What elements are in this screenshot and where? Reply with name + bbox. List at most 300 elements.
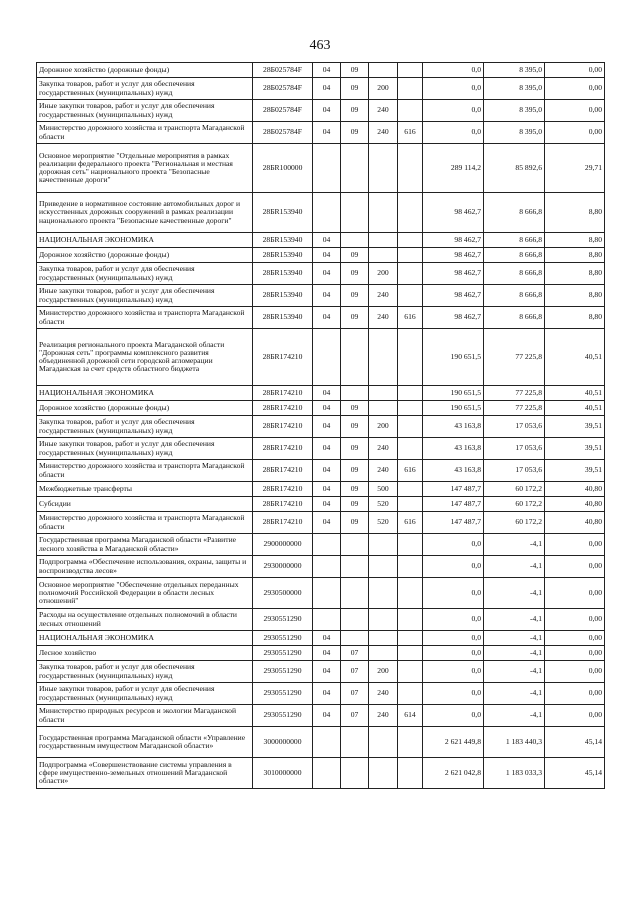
- row-name: Подпрограмма «Обеспечение использования, охраны, защиты и воспроизводства лесов»: [37, 556, 253, 578]
- row-code: 28БR174210: [253, 438, 313, 460]
- row-admin-code: [398, 193, 423, 233]
- table-row: [37, 758, 605, 789]
- row-name: Иные закупки товаров, работ и услуг для обеспечения государственных (муниципальных) нужд: [37, 285, 253, 307]
- row-section: 04: [313, 285, 341, 307]
- row-name: Министерство природных ресурсов и экологии Магаданской области: [37, 705, 253, 727]
- row-expense-type: 240: [369, 683, 398, 705]
- row-code: 28Б025784F: [253, 100, 313, 122]
- row-section: 04: [313, 233, 341, 248]
- table-row: [37, 661, 605, 683]
- row-admin-code: [398, 248, 423, 263]
- row-subsection: 07: [341, 683, 369, 705]
- row-percent: 0,00: [545, 705, 605, 727]
- table-row: [37, 193, 605, 233]
- row-plan-value: 98 462,7: [423, 285, 484, 307]
- row-admin-code: [398, 683, 423, 705]
- row-plan-value: 0,0: [423, 646, 484, 661]
- row-admin-code: [398, 578, 423, 609]
- row-subsection: 09: [341, 122, 369, 144]
- row-section: [313, 329, 341, 386]
- row-expense-type: 200: [369, 661, 398, 683]
- row-code: 2930000000: [253, 556, 313, 578]
- table-row: [37, 100, 605, 122]
- row-section: [313, 144, 341, 193]
- table-row: [37, 683, 605, 705]
- row-fact-value: -4,1: [484, 661, 545, 683]
- table-row: [37, 144, 605, 193]
- row-admin-code: [398, 631, 423, 646]
- row-code: 28БR174210: [253, 512, 313, 534]
- table-row: [37, 578, 605, 609]
- row-section: 04: [313, 63, 341, 78]
- row-code: 28БR153940: [253, 263, 313, 285]
- row-section: 04: [313, 307, 341, 329]
- row-plan-value: 0,0: [423, 100, 484, 122]
- row-plan-value: 2 621 449,8: [423, 727, 484, 758]
- row-name: Закупка товаров, работ и услуг для обеспечения государственных (муниципальных) нужд: [37, 661, 253, 683]
- row-subsection: [341, 556, 369, 578]
- row-code: 2930551290: [253, 631, 313, 646]
- row-name: Подпрограмма «Совершенствование системы управления в сфере имущественно-земельных отношений Магаданской области»: [37, 758, 253, 789]
- row-admin-code: 616: [398, 460, 423, 482]
- row-fact-value: 1 183 440,3: [484, 727, 545, 758]
- row-fact-value: 1 183 033,3: [484, 758, 545, 789]
- row-percent: 40,51: [545, 401, 605, 416]
- row-plan-value: 0,0: [423, 683, 484, 705]
- row-fact-value: 77 225,8: [484, 329, 545, 386]
- row-code: 2930551290: [253, 705, 313, 727]
- row-code: 2900000000: [253, 534, 313, 556]
- row-expense-type: [369, 578, 398, 609]
- row-section: [313, 727, 341, 758]
- table-row: [37, 631, 605, 646]
- row-name: Иные закупки товаров, работ и услуг для обеспечения государственных (муниципальных) нужд: [37, 683, 253, 705]
- row-plan-value: 0,0: [423, 122, 484, 144]
- row-fact-value: -4,1: [484, 705, 545, 727]
- row-name: Иные закупки товаров, работ и услуг для обеспечения государственных (муниципальных) нужд: [37, 438, 253, 460]
- row-expense-type: [369, 233, 398, 248]
- row-percent: 40,80: [545, 512, 605, 534]
- row-fact-value: 8 395,0: [484, 100, 545, 122]
- row-plan-value: 98 462,7: [423, 263, 484, 285]
- row-expense-type: [369, 144, 398, 193]
- row-expense-type: 240: [369, 122, 398, 144]
- row-code: 28Б025784F: [253, 63, 313, 78]
- row-subsection: 09: [341, 416, 369, 438]
- row-percent: 39,51: [545, 416, 605, 438]
- row-percent: 0,00: [545, 683, 605, 705]
- row-section: 04: [313, 386, 341, 401]
- row-code: 2930551290: [253, 646, 313, 661]
- row-code: 28Б025784F: [253, 122, 313, 144]
- row-expense-type: 240: [369, 460, 398, 482]
- row-plan-value: 43 163,8: [423, 438, 484, 460]
- row-admin-code: 614: [398, 705, 423, 727]
- table-row: [37, 263, 605, 285]
- row-section: [313, 556, 341, 578]
- row-subsection: [341, 727, 369, 758]
- row-subsection: 09: [341, 263, 369, 285]
- row-fact-value: 77 225,8: [484, 386, 545, 401]
- row-subsection: 09: [341, 63, 369, 78]
- row-admin-code: [398, 534, 423, 556]
- row-admin-code: [398, 416, 423, 438]
- row-subsection: 07: [341, 646, 369, 661]
- row-fact-value: 8 395,0: [484, 63, 545, 78]
- row-expense-type: [369, 386, 398, 401]
- row-fact-value: 8 666,8: [484, 307, 545, 329]
- row-subsection: 09: [341, 512, 369, 534]
- row-name: Министерство дорожного хозяйства и транспорта Магаданской области: [37, 460, 253, 482]
- row-name: Дорожное хозяйство (дорожные фонды): [37, 401, 253, 416]
- table-row: [37, 556, 605, 578]
- row-section: 04: [313, 661, 341, 683]
- table-row: [37, 285, 605, 307]
- row-admin-code: [398, 329, 423, 386]
- table-row: [37, 534, 605, 556]
- row-section: 04: [313, 460, 341, 482]
- row-expense-type: 200: [369, 263, 398, 285]
- row-percent: 29,71: [545, 144, 605, 193]
- row-plan-value: 147 487,7: [423, 497, 484, 512]
- row-expense-type: [369, 329, 398, 386]
- row-expense-type: 500: [369, 482, 398, 497]
- row-expense-type: 240: [369, 307, 398, 329]
- row-code: 28БR153940: [253, 193, 313, 233]
- row-fact-value: -4,1: [484, 578, 545, 609]
- row-subsection: 09: [341, 482, 369, 497]
- table-row: [37, 386, 605, 401]
- row-percent: 0,00: [545, 631, 605, 646]
- row-fact-value: 60 172,2: [484, 497, 545, 512]
- row-expense-type: [369, 193, 398, 233]
- row-name: Закупка товаров, работ и услуг для обеспечения государственных (муниципальных) нужд: [37, 416, 253, 438]
- row-section: 04: [313, 631, 341, 646]
- row-subsection: [341, 386, 369, 401]
- row-subsection: 07: [341, 705, 369, 727]
- row-plan-value: 147 487,7: [423, 482, 484, 497]
- table-row: [37, 609, 605, 631]
- row-expense-type: 240: [369, 100, 398, 122]
- row-subsection: [341, 609, 369, 631]
- row-section: [313, 609, 341, 631]
- row-plan-value: 0,0: [423, 534, 484, 556]
- row-plan-value: 98 462,7: [423, 248, 484, 263]
- row-name: Межбюджетные трансферты: [37, 482, 253, 497]
- row-admin-code: [398, 63, 423, 78]
- table-row: [37, 122, 605, 144]
- row-expense-type: 240: [369, 438, 398, 460]
- row-fact-value: 17 053,6: [484, 460, 545, 482]
- row-fact-value: 8 666,8: [484, 285, 545, 307]
- row-name: Государственная программа Магаданской области «Развитие лесного хозяйства в Магаданской области»: [37, 534, 253, 556]
- row-admin-code: [398, 263, 423, 285]
- row-subsection: 09: [341, 497, 369, 512]
- row-name: НАЦИОНАЛЬНАЯ ЭКОНОМИКА: [37, 386, 253, 401]
- row-plan-value: 43 163,8: [423, 416, 484, 438]
- row-subsection: 09: [341, 438, 369, 460]
- row-admin-code: [398, 556, 423, 578]
- row-plan-value: 0,0: [423, 609, 484, 631]
- row-percent: 0,00: [545, 578, 605, 609]
- table-row: [37, 705, 605, 727]
- row-section: 04: [313, 512, 341, 534]
- row-fact-value: -4,1: [484, 631, 545, 646]
- row-plan-value: 147 487,7: [423, 512, 484, 534]
- row-percent: 0,00: [545, 122, 605, 144]
- row-subsection: [341, 534, 369, 556]
- row-fact-value: 8 666,8: [484, 248, 545, 263]
- row-percent: 0,00: [545, 609, 605, 631]
- row-section: 04: [313, 497, 341, 512]
- row-subsection: [341, 578, 369, 609]
- row-code: 28БR174210: [253, 416, 313, 438]
- row-admin-code: 616: [398, 307, 423, 329]
- row-fact-value: 17 053,6: [484, 438, 545, 460]
- row-code: 2930551290: [253, 661, 313, 683]
- row-section: 04: [313, 401, 341, 416]
- row-admin-code: [398, 285, 423, 307]
- row-fact-value: 60 172,2: [484, 512, 545, 534]
- row-section: [313, 758, 341, 789]
- table-row: [37, 63, 605, 78]
- row-percent: 0,00: [545, 556, 605, 578]
- row-expense-type: [369, 646, 398, 661]
- row-percent: 8,80: [545, 248, 605, 263]
- row-plan-value: 0,0: [423, 631, 484, 646]
- row-section: [313, 534, 341, 556]
- row-expense-type: [369, 727, 398, 758]
- row-name: Министерство дорожного хозяйства и транспорта Магаданской области: [37, 307, 253, 329]
- row-fact-value: -4,1: [484, 556, 545, 578]
- row-name: Реализация регионального проекта Магаданской области "Дорожная сеть" программы комплексного развития объединенной дорожной сети городской агломерации Магаданская за счет средств областного бюджета: [37, 329, 253, 386]
- row-admin-code: [398, 100, 423, 122]
- row-percent: 0,00: [545, 661, 605, 683]
- row-code: 28БR153940: [253, 233, 313, 248]
- row-name: Министерство дорожного хозяйства и транспорта Магаданской области: [37, 122, 253, 144]
- row-section: 04: [313, 248, 341, 263]
- row-section: 04: [313, 683, 341, 705]
- row-percent: 8,80: [545, 193, 605, 233]
- row-name: Приведение в нормативное состояние автомобильных дорог и искусственных дорожных сооружений в рамках реализации национального проекта "Безопасные качественные дороги": [37, 193, 253, 233]
- row-percent: 40,80: [545, 497, 605, 512]
- table-row: [37, 329, 605, 386]
- row-subsection: 09: [341, 248, 369, 263]
- row-percent: 0,00: [545, 534, 605, 556]
- row-admin-code: [398, 438, 423, 460]
- row-admin-code: [398, 401, 423, 416]
- row-code: 2930500000: [253, 578, 313, 609]
- row-fact-value: -4,1: [484, 534, 545, 556]
- row-admin-code: 616: [398, 512, 423, 534]
- table-row: [37, 512, 605, 534]
- row-percent: 0,00: [545, 646, 605, 661]
- row-fact-value: 8 666,8: [484, 263, 545, 285]
- row-code: 28БR174210: [253, 482, 313, 497]
- row-expense-type: [369, 609, 398, 631]
- row-code: 2930551290: [253, 683, 313, 705]
- row-plan-value: 0,0: [423, 705, 484, 727]
- row-percent: 45,14: [545, 727, 605, 758]
- row-name: Министерство дорожного хозяйства и транспорта Магаданской области: [37, 512, 253, 534]
- row-name: Иные закупки товаров, работ и услуг для обеспечения государственных (муниципальных) нужд: [37, 100, 253, 122]
- row-section: 04: [313, 100, 341, 122]
- row-expense-type: [369, 534, 398, 556]
- row-subsection: [341, 233, 369, 248]
- row-fact-value: 8 666,8: [484, 193, 545, 233]
- row-subsection: [341, 144, 369, 193]
- row-section: 04: [313, 482, 341, 497]
- row-admin-code: [398, 144, 423, 193]
- row-fact-value: 85 892,6: [484, 144, 545, 193]
- row-code: 28БR153940: [253, 307, 313, 329]
- row-expense-type: [369, 248, 398, 263]
- row-section: 04: [313, 416, 341, 438]
- row-subsection: 09: [341, 78, 369, 100]
- table-row: [37, 248, 605, 263]
- row-code: 28БR174210: [253, 386, 313, 401]
- row-plan-value: 43 163,8: [423, 460, 484, 482]
- row-plan-value: 98 462,7: [423, 233, 484, 248]
- table-row: [37, 416, 605, 438]
- row-code: 28БR174210: [253, 497, 313, 512]
- row-expense-type: [369, 401, 398, 416]
- row-code: 28БR174210: [253, 329, 313, 386]
- row-percent: 39,51: [545, 438, 605, 460]
- table-row: [37, 460, 605, 482]
- row-plan-value: 0,0: [423, 578, 484, 609]
- row-plan-value: 0,0: [423, 63, 484, 78]
- row-fact-value: 8 666,8: [484, 233, 545, 248]
- row-percent: 40,51: [545, 386, 605, 401]
- row-fact-value: 17 053,6: [484, 416, 545, 438]
- row-name: Лесное хозяйство: [37, 646, 253, 661]
- row-expense-type: 520: [369, 497, 398, 512]
- row-admin-code: [398, 609, 423, 631]
- row-plan-value: 98 462,7: [423, 193, 484, 233]
- row-expense-type: [369, 63, 398, 78]
- row-plan-value: 0,0: [423, 556, 484, 578]
- row-admin-code: [398, 386, 423, 401]
- row-plan-value: 190 651,5: [423, 329, 484, 386]
- row-plan-value: 289 114,2: [423, 144, 484, 193]
- row-fact-value: 77 225,8: [484, 401, 545, 416]
- row-name: Государственная программа Магаданской области «Управление государственным имуществом Магаданской области»: [37, 727, 253, 758]
- row-percent: 8,80: [545, 307, 605, 329]
- table-row: [37, 307, 605, 329]
- row-fact-value: -4,1: [484, 646, 545, 661]
- row-name: Расходы на осуществление отдельных полномочий в области лесных отношений: [37, 609, 253, 631]
- row-name: Закупка товаров, работ и услуг для обеспечения государственных (муниципальных) нужд: [37, 263, 253, 285]
- row-code: 28БR174210: [253, 460, 313, 482]
- row-subsection: 07: [341, 661, 369, 683]
- row-fact-value: 60 172,2: [484, 482, 545, 497]
- table-row: [37, 438, 605, 460]
- row-admin-code: [398, 482, 423, 497]
- row-code: 3010000000: [253, 758, 313, 789]
- row-name: НАЦИОНАЛЬНАЯ ЭКОНОМИКА: [37, 233, 253, 248]
- row-fact-value: 8 395,0: [484, 122, 545, 144]
- row-percent: 8,80: [545, 263, 605, 285]
- row-subsection: [341, 329, 369, 386]
- row-plan-value: 0,0: [423, 661, 484, 683]
- row-section: 04: [313, 122, 341, 144]
- row-percent: 0,00: [545, 100, 605, 122]
- row-section: 04: [313, 438, 341, 460]
- row-code: 28БR174210: [253, 401, 313, 416]
- table-row: [37, 482, 605, 497]
- row-expense-type: [369, 631, 398, 646]
- row-code: 28БR153940: [253, 248, 313, 263]
- budget-table: [36, 62, 605, 789]
- row-plan-value: 190 651,5: [423, 386, 484, 401]
- row-name: Дорожное хозяйство (дорожные фонды): [37, 63, 253, 78]
- row-percent: 8,80: [545, 233, 605, 248]
- row-subsection: [341, 758, 369, 789]
- table-row: [37, 646, 605, 661]
- row-plan-value: 190 651,5: [423, 401, 484, 416]
- row-subsection: [341, 193, 369, 233]
- table-row: [37, 401, 605, 416]
- row-expense-type: 200: [369, 416, 398, 438]
- row-percent: 0,00: [545, 63, 605, 78]
- row-code: 28Б025784F: [253, 78, 313, 100]
- table-row: [37, 78, 605, 100]
- row-section: 04: [313, 78, 341, 100]
- row-expense-type: 240: [369, 705, 398, 727]
- row-section: 04: [313, 263, 341, 285]
- row-subsection: 09: [341, 285, 369, 307]
- table-row: [37, 727, 605, 758]
- table-row: [37, 233, 605, 248]
- row-subsection: 09: [341, 100, 369, 122]
- row-code: 28БR100000: [253, 144, 313, 193]
- row-name: Субсидии: [37, 497, 253, 512]
- row-subsection: 09: [341, 460, 369, 482]
- row-percent: 45,14: [545, 758, 605, 789]
- row-plan-value: 98 462,7: [423, 307, 484, 329]
- row-subsection: 09: [341, 307, 369, 329]
- row-name: Основное мероприятие "Обеспечение отдельных переданных полномочий Российской Федерации в области лесных отношений": [37, 578, 253, 609]
- row-admin-code: 616: [398, 122, 423, 144]
- row-admin-code: [398, 758, 423, 789]
- row-section: 04: [313, 705, 341, 727]
- row-percent: 40,80: [545, 482, 605, 497]
- row-name: НАЦИОНАЛЬНАЯ ЭКОНОМИКА: [37, 631, 253, 646]
- row-admin-code: [398, 646, 423, 661]
- row-name: Основное мероприятие "Отдельные мероприятия в рамках реализации федерального проекта "Региональная и местная дорожная сеть" национального проекта "Безопасные качественные дороги": [37, 144, 253, 193]
- row-fact-value: -4,1: [484, 609, 545, 631]
- row-fact-value: 8 395,0: [484, 78, 545, 100]
- row-admin-code: [398, 78, 423, 100]
- row-code: 3000000000: [253, 727, 313, 758]
- row-plan-value: 0,0: [423, 78, 484, 100]
- row-expense-type: 520: [369, 512, 398, 534]
- row-code: 28БR153940: [253, 285, 313, 307]
- row-section: [313, 578, 341, 609]
- row-name: Закупка товаров, работ и услуг для обеспечения государственных (муниципальных) нужд: [37, 78, 253, 100]
- row-subsection: 09: [341, 401, 369, 416]
- row-expense-type: [369, 758, 398, 789]
- row-admin-code: [398, 661, 423, 683]
- row-section: 04: [313, 646, 341, 661]
- row-name: Дорожное хозяйство (дорожные фонды): [37, 248, 253, 263]
- row-expense-type: 200: [369, 78, 398, 100]
- row-expense-type: 240: [369, 285, 398, 307]
- row-percent: 40,51: [545, 329, 605, 386]
- row-section: [313, 193, 341, 233]
- page-number: 463: [309, 38, 331, 53]
